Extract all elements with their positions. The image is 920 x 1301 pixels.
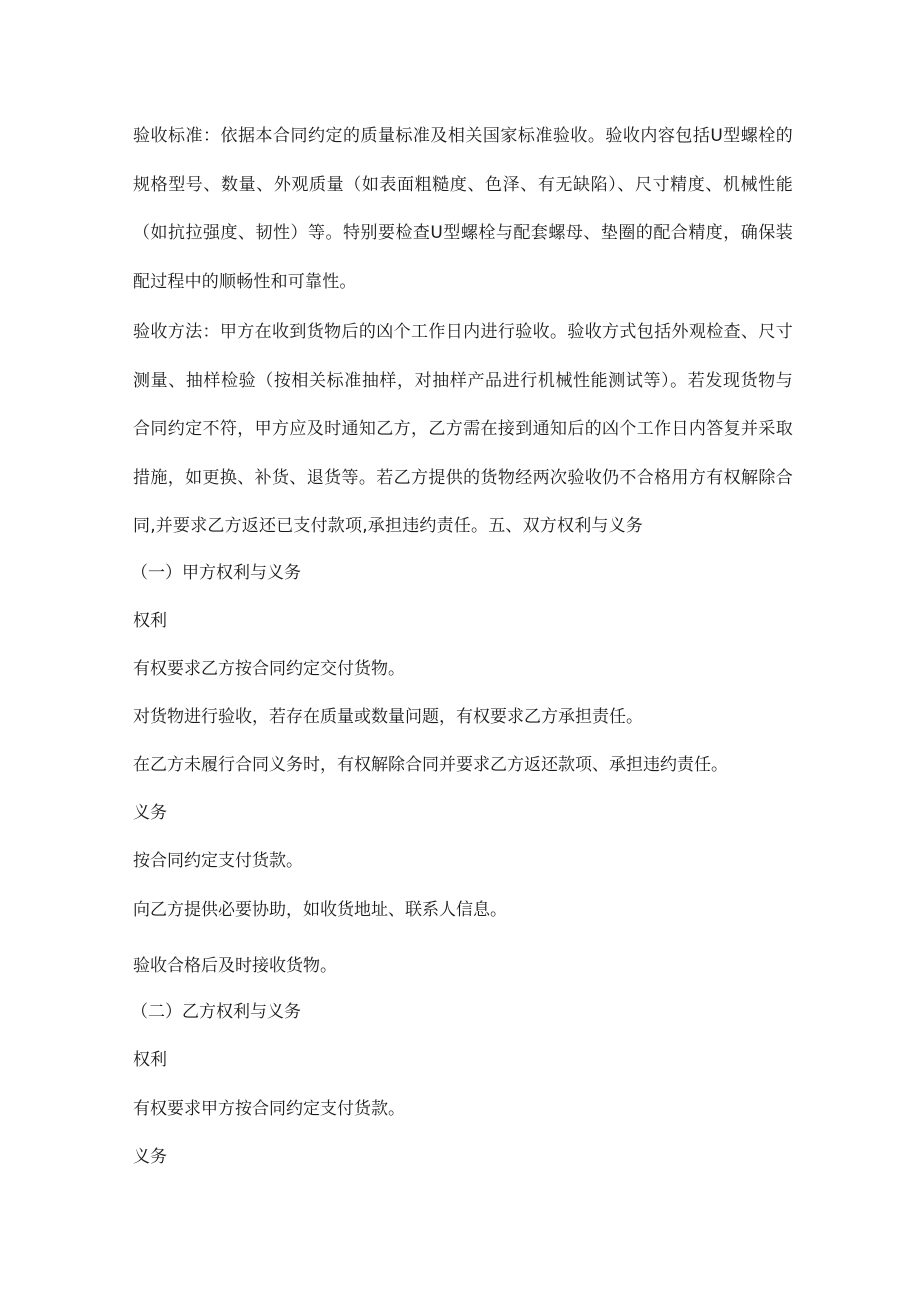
- party-a-right-item: 对货物进行验收，若存在质量或数量问题，有权要求乙方承担责任。: [133, 707, 643, 727]
- party-b-rights-heading: 权利: [133, 1050, 167, 1070]
- section-heading-party-b: （二）乙方权利与义务: [131, 1002, 301, 1022]
- party-b-duties-heading: 义务: [133, 1147, 167, 1167]
- party-a-duty-item: 向乙方提供必要协助，如收货地址、联系人信息。: [133, 900, 507, 920]
- party-a-duties-heading: 义务: [133, 803, 167, 823]
- party-a-duty-item: 按合同约定支付货款。: [133, 851, 303, 871]
- party-a-duty-item: 验收合格后及时接收货物。: [133, 956, 337, 976]
- section-heading-party-a: （一）甲方权利与义务: [131, 563, 301, 583]
- party-a-right-item: 在乙方未履行合同义务时，有权解除合同并要求乙方返还款项、承担违约责任。: [133, 755, 728, 775]
- party-b-right-item: 有权要求甲方按合同约定支付货款。: [133, 1099, 405, 1119]
- party-a-rights-heading: 权利: [133, 611, 167, 631]
- paragraph-acceptance-method: 验收方法：甲方在收到货物后的凶个工作日内进行验收。验收方式包括外观检查、尺寸测量、抽样检验（按相关标准抽样，对抽样产品进行机械性能测试等）。若发现货物与合同约定不符，甲方应及时通知乙方，乙方需在接到通知后的凶个工作日内答复并采取措施，如更换、补货、退货等。若乙方提供的货物经两次验收仍不合格用方有权解除合同,并要求乙方返还已支付款项,承担违约责任。五、双方权利与义务: [133, 322, 793, 536]
- paragraph-acceptance-standard: 验收标准：依据本合同约定的质量标准及相关国家标准验收。验收内容包括U型螺栓的规格型号、数量、外观质量（如表面粗糙度、色泽、有无缺陷）、尺寸精度、机械性能（如抗拉强度、韧性）等。特别要检查U型螺栓与配套螺母、垫圈的配合精度，确保装配过程中的顺畅性和可靠性。: [133, 126, 793, 292]
- party-a-right-item: 有权要求乙方按合同约定交付货物。: [133, 659, 405, 679]
